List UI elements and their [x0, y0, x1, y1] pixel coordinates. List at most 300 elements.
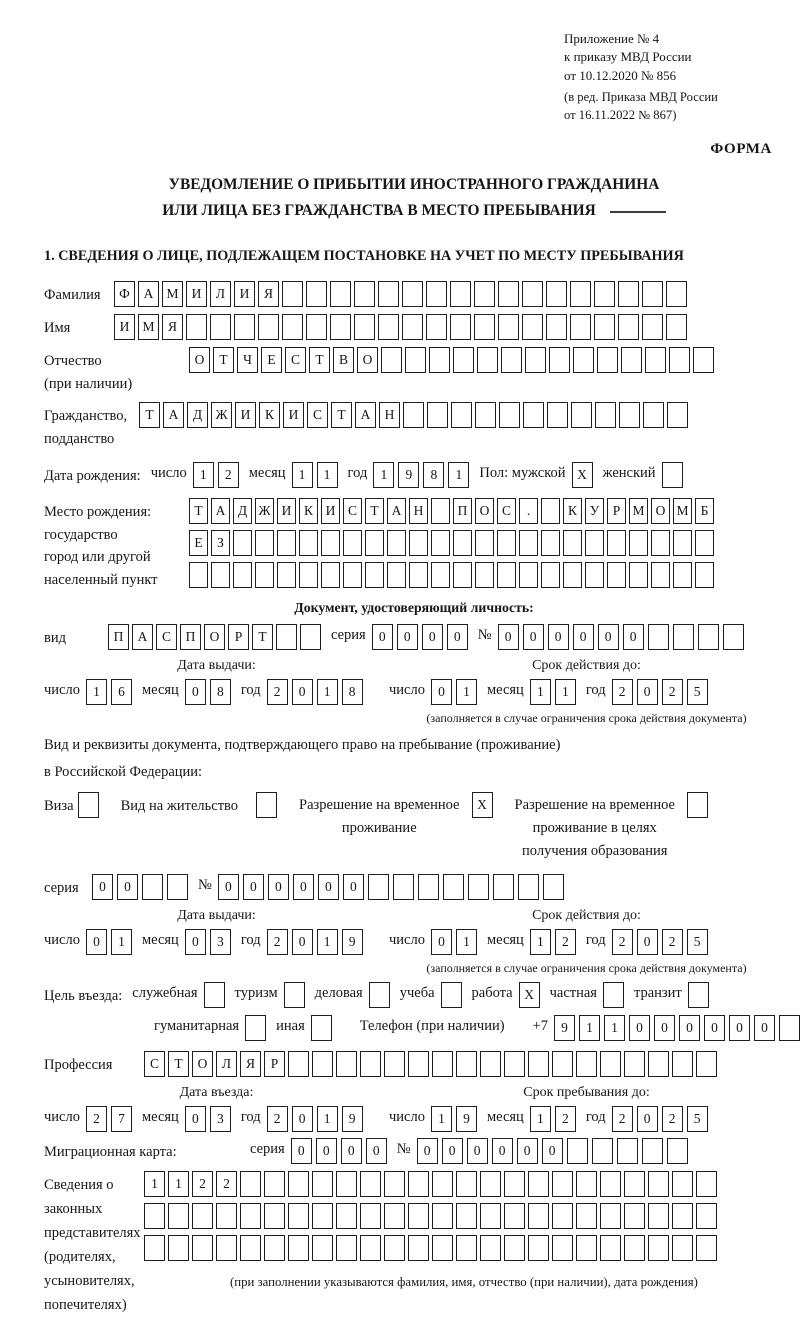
char-cell[interactable] [360, 1051, 381, 1077]
char-cell[interactable] [624, 1203, 645, 1229]
char-cell[interactable]: 2 [612, 929, 633, 955]
char-cell[interactable] [618, 281, 639, 307]
char-cell[interactable]: У [585, 498, 604, 524]
char-cell[interactable] [277, 562, 296, 588]
char-cell[interactable]: К [563, 498, 582, 524]
char-cell[interactable] [607, 530, 626, 556]
char-cell[interactable] [360, 1203, 381, 1229]
char-cell[interactable]: 0 [729, 1015, 750, 1041]
char-cell[interactable]: 0 [431, 929, 452, 955]
char-cell[interactable]: Ч [237, 347, 258, 373]
char-cell[interactable]: 1 [579, 1015, 600, 1041]
char-cell[interactable]: 0 [417, 1138, 438, 1164]
char-cell[interactable]: 0 [185, 929, 206, 955]
char-cell[interactable]: 6 [111, 679, 132, 705]
char-cell[interactable] [480, 1051, 501, 1077]
char-cell[interactable]: О [357, 347, 378, 373]
char-cell[interactable]: 1 [111, 929, 132, 955]
char-cell[interactable] [480, 1203, 501, 1229]
char-cell[interactable] [336, 1203, 357, 1229]
char-cell[interactable] [321, 562, 340, 588]
char-cell[interactable] [312, 1235, 333, 1261]
char-cell[interactable] [330, 281, 351, 307]
char-cell[interactable] [453, 530, 472, 556]
char-cell[interactable]: А [355, 402, 376, 428]
char-cell[interactable] [443, 874, 464, 900]
char-cell[interactable]: И [234, 281, 255, 307]
char-cell[interactable] [648, 1171, 669, 1197]
char-cell[interactable]: 0 [343, 874, 364, 900]
char-cell[interactable] [629, 562, 648, 588]
char-cell[interactable] [211, 562, 230, 588]
char-cell[interactable] [450, 281, 471, 307]
char-cell[interactable] [563, 562, 582, 588]
char-cell[interactable] [284, 982, 305, 1008]
char-cell[interactable]: 0 [92, 874, 113, 900]
char-cell[interactable]: 2 [216, 1171, 237, 1197]
char-cell[interactable]: 0 [523, 624, 544, 650]
char-cell[interactable] [192, 1203, 213, 1229]
char-cell[interactable]: 0 [623, 624, 644, 650]
char-cell[interactable] [475, 562, 494, 588]
char-cell[interactable] [667, 402, 688, 428]
char-cell[interactable] [519, 530, 538, 556]
char-cell[interactable] [408, 1051, 429, 1077]
char-cell[interactable]: О [651, 498, 670, 524]
char-cell[interactable]: 0 [467, 1138, 488, 1164]
char-cell[interactable] [592, 1138, 613, 1164]
char-cell[interactable] [723, 624, 744, 650]
char-cell[interactable]: П [108, 624, 129, 650]
char-cell[interactable] [233, 562, 252, 588]
char-cell[interactable]: В [333, 347, 354, 373]
char-cell[interactable]: А [387, 498, 406, 524]
char-cell[interactable]: И [114, 314, 135, 340]
char-cell[interactable]: 0 [372, 624, 393, 650]
char-cell[interactable] [474, 314, 495, 340]
char-cell[interactable] [493, 874, 514, 900]
char-cell[interactable]: 0 [185, 679, 206, 705]
char-cell[interactable] [528, 1051, 549, 1077]
char-cell[interactable] [204, 982, 225, 1008]
char-cell[interactable]: А [132, 624, 153, 650]
char-cell[interactable] [343, 562, 362, 588]
char-cell[interactable] [336, 1171, 357, 1197]
char-cell[interactable] [672, 1051, 693, 1077]
char-cell[interactable]: X [472, 792, 493, 818]
char-cell[interactable] [418, 874, 439, 900]
char-cell[interactable]: Ф [114, 281, 135, 307]
char-cell[interactable]: 0 [654, 1015, 675, 1041]
char-cell[interactable] [408, 1203, 429, 1229]
char-cell[interactable] [384, 1203, 405, 1229]
char-cell[interactable] [528, 1171, 549, 1197]
char-cell[interactable]: 9 [342, 1106, 363, 1132]
char-cell[interactable] [642, 281, 663, 307]
char-cell[interactable]: Т [331, 402, 352, 428]
char-cell[interactable]: 1 [292, 462, 313, 488]
char-cell[interactable] [552, 1171, 573, 1197]
char-cell[interactable] [474, 281, 495, 307]
char-cell[interactable]: С [307, 402, 328, 428]
char-cell[interactable]: 1 [431, 1106, 452, 1132]
char-cell[interactable]: 1 [448, 462, 469, 488]
char-cell[interactable] [673, 624, 694, 650]
char-cell[interactable] [360, 1235, 381, 1261]
char-cell[interactable] [600, 1203, 621, 1229]
char-cell[interactable] [311, 1015, 332, 1041]
char-cell[interactable] [321, 530, 340, 556]
char-cell[interactable] [504, 1203, 525, 1229]
char-cell[interactable] [673, 562, 692, 588]
char-cell[interactable] [258, 314, 279, 340]
char-cell[interactable] [312, 1203, 333, 1229]
char-cell[interactable] [662, 462, 683, 488]
char-cell[interactable]: 0 [573, 624, 594, 650]
char-cell[interactable] [431, 562, 450, 588]
char-cell[interactable] [288, 1171, 309, 1197]
char-cell[interactable] [409, 530, 428, 556]
char-cell[interactable] [499, 402, 520, 428]
char-cell[interactable] [525, 347, 546, 373]
char-cell[interactable]: 0 [316, 1138, 337, 1164]
char-cell[interactable] [585, 530, 604, 556]
char-cell[interactable]: 2 [555, 929, 576, 955]
char-cell[interactable] [405, 347, 426, 373]
char-cell[interactable] [576, 1051, 597, 1077]
char-cell[interactable]: М [629, 498, 648, 524]
char-cell[interactable]: Ж [255, 498, 274, 524]
char-cell[interactable] [240, 1203, 261, 1229]
char-cell[interactable] [277, 530, 296, 556]
char-cell[interactable] [498, 314, 519, 340]
char-cell[interactable] [600, 1235, 621, 1261]
char-cell[interactable] [306, 281, 327, 307]
char-cell[interactable] [365, 530, 384, 556]
char-cell[interactable]: Т [252, 624, 273, 650]
char-cell[interactable] [688, 982, 709, 1008]
char-cell[interactable] [672, 1171, 693, 1197]
char-cell[interactable]: 9 [398, 462, 419, 488]
char-cell[interactable] [672, 1203, 693, 1229]
char-cell[interactable] [255, 562, 274, 588]
char-cell[interactable]: Л [210, 281, 231, 307]
char-cell[interactable]: С [156, 624, 177, 650]
char-cell[interactable]: М [138, 314, 159, 340]
char-cell[interactable] [600, 1171, 621, 1197]
char-cell[interactable]: 1 [317, 679, 338, 705]
char-cell[interactable] [618, 314, 639, 340]
char-cell[interactable] [573, 347, 594, 373]
char-cell[interactable]: С [285, 347, 306, 373]
char-cell[interactable] [256, 792, 277, 818]
char-cell[interactable] [427, 402, 448, 428]
char-cell[interactable]: 0 [754, 1015, 775, 1041]
char-cell[interactable] [523, 402, 544, 428]
char-cell[interactable] [570, 314, 591, 340]
char-cell[interactable]: 0 [117, 874, 138, 900]
char-cell[interactable] [167, 874, 188, 900]
char-cell[interactable] [567, 1138, 588, 1164]
char-cell[interactable]: 3 [210, 929, 231, 955]
char-cell[interactable] [451, 402, 472, 428]
char-cell[interactable]: 5 [687, 679, 708, 705]
char-cell[interactable] [245, 1015, 266, 1041]
char-cell[interactable] [144, 1235, 165, 1261]
char-cell[interactable] [522, 314, 543, 340]
char-cell[interactable] [426, 314, 447, 340]
char-cell[interactable] [264, 1171, 285, 1197]
char-cell[interactable] [432, 1051, 453, 1077]
char-cell[interactable] [667, 1138, 688, 1164]
char-cell[interactable] [312, 1051, 333, 1077]
char-cell[interactable] [519, 562, 538, 588]
char-cell[interactable]: А [163, 402, 184, 428]
char-cell[interactable]: К [259, 402, 280, 428]
char-cell[interactable] [456, 1203, 477, 1229]
char-cell[interactable] [642, 314, 663, 340]
char-cell[interactable]: 0 [292, 1106, 313, 1132]
char-cell[interactable] [432, 1171, 453, 1197]
char-cell[interactable] [312, 1171, 333, 1197]
char-cell[interactable] [624, 1235, 645, 1261]
char-cell[interactable] [645, 347, 666, 373]
char-cell[interactable]: О [192, 1051, 213, 1077]
char-cell[interactable] [504, 1171, 525, 1197]
char-cell[interactable]: 0 [431, 679, 452, 705]
char-cell[interactable]: 0 [447, 624, 468, 650]
char-cell[interactable]: Я [258, 281, 279, 307]
char-cell[interactable]: З [211, 530, 230, 556]
char-cell[interactable]: И [186, 281, 207, 307]
char-cell[interactable]: 2 [218, 462, 239, 488]
char-cell[interactable]: И [321, 498, 340, 524]
char-cell[interactable]: 0 [704, 1015, 725, 1041]
char-cell[interactable]: 1 [373, 462, 394, 488]
char-cell[interactable] [432, 1235, 453, 1261]
char-cell[interactable]: Р [264, 1051, 285, 1077]
char-cell[interactable]: 0 [492, 1138, 513, 1164]
char-cell[interactable] [552, 1203, 573, 1229]
char-cell[interactable] [547, 402, 568, 428]
char-cell[interactable] [282, 281, 303, 307]
char-cell[interactable] [365, 562, 384, 588]
char-cell[interactable]: Т [365, 498, 384, 524]
char-cell[interactable] [576, 1203, 597, 1229]
char-cell[interactable]: М [673, 498, 692, 524]
char-cell[interactable] [541, 498, 560, 524]
char-cell[interactable] [549, 347, 570, 373]
char-cell[interactable]: Р [607, 498, 626, 524]
char-cell[interactable]: И [235, 402, 256, 428]
char-cell[interactable] [168, 1235, 189, 1261]
char-cell[interactable]: 0 [292, 929, 313, 955]
char-cell[interactable] [621, 347, 642, 373]
char-cell[interactable]: 2 [555, 1106, 576, 1132]
char-cell[interactable] [648, 624, 669, 650]
char-cell[interactable]: Т [168, 1051, 189, 1077]
char-cell[interactable] [552, 1051, 573, 1077]
char-cell[interactable] [354, 314, 375, 340]
char-cell[interactable]: 7 [111, 1106, 132, 1132]
char-cell[interactable]: А [211, 498, 230, 524]
char-cell[interactable]: П [180, 624, 201, 650]
char-cell[interactable]: И [277, 498, 296, 524]
char-cell[interactable]: Н [379, 402, 400, 428]
char-cell[interactable] [619, 402, 640, 428]
char-cell[interactable] [603, 982, 624, 1008]
char-cell[interactable] [597, 347, 618, 373]
char-cell[interactable] [673, 530, 692, 556]
char-cell[interactable]: 1 [317, 462, 338, 488]
char-cell[interactable] [666, 314, 687, 340]
char-cell[interactable] [642, 1138, 663, 1164]
char-cell[interactable] [360, 1171, 381, 1197]
char-cell[interactable] [629, 530, 648, 556]
char-cell[interactable] [378, 314, 399, 340]
char-cell[interactable] [429, 347, 450, 373]
char-cell[interactable] [330, 314, 351, 340]
char-cell[interactable] [368, 874, 389, 900]
char-cell[interactable]: 8 [423, 462, 444, 488]
char-cell[interactable]: 3 [210, 1106, 231, 1132]
char-cell[interactable] [585, 562, 604, 588]
char-cell[interactable]: 1 [144, 1171, 165, 1197]
char-cell[interactable] [78, 792, 99, 818]
char-cell[interactable] [497, 530, 516, 556]
char-cell[interactable]: О [204, 624, 225, 650]
char-cell[interactable] [456, 1235, 477, 1261]
char-cell[interactable]: 0 [318, 874, 339, 900]
char-cell[interactable]: 0 [542, 1138, 563, 1164]
char-cell[interactable] [696, 1203, 717, 1229]
char-cell[interactable]: Е [261, 347, 282, 373]
char-cell[interactable] [594, 281, 615, 307]
char-cell[interactable] [300, 624, 321, 650]
char-cell[interactable] [480, 1171, 501, 1197]
char-cell[interactable] [402, 314, 423, 340]
char-cell[interactable]: И [283, 402, 304, 428]
char-cell[interactable]: 2 [662, 929, 683, 955]
char-cell[interactable]: 1 [530, 929, 551, 955]
char-cell[interactable] [576, 1171, 597, 1197]
char-cell[interactable]: Н [409, 498, 428, 524]
char-cell[interactable]: Я [240, 1051, 261, 1077]
char-cell[interactable] [402, 281, 423, 307]
char-cell[interactable] [648, 1235, 669, 1261]
char-cell[interactable]: 0 [442, 1138, 463, 1164]
char-cell[interactable] [624, 1171, 645, 1197]
char-cell[interactable] [600, 1051, 621, 1077]
char-cell[interactable]: С [144, 1051, 165, 1077]
char-cell[interactable] [299, 562, 318, 588]
char-cell[interactable]: Ж [211, 402, 232, 428]
char-cell[interactable] [477, 347, 498, 373]
char-cell[interactable] [687, 792, 708, 818]
char-cell[interactable] [288, 1235, 309, 1261]
char-cell[interactable]: 0 [218, 874, 239, 900]
char-cell[interactable]: П [453, 498, 472, 524]
char-cell[interactable] [475, 530, 494, 556]
char-cell[interactable] [210, 314, 231, 340]
char-cell[interactable]: X [572, 462, 593, 488]
char-cell[interactable] [456, 1051, 477, 1077]
char-cell[interactable]: 1 [168, 1171, 189, 1197]
char-cell[interactable] [255, 530, 274, 556]
char-cell[interactable] [696, 1171, 717, 1197]
char-cell[interactable] [240, 1235, 261, 1261]
char-cell[interactable]: . [519, 498, 538, 524]
char-cell[interactable] [543, 874, 564, 900]
char-cell[interactable] [570, 281, 591, 307]
char-cell[interactable] [546, 281, 567, 307]
char-cell[interactable] [695, 530, 714, 556]
char-cell[interactable]: 8 [342, 679, 363, 705]
char-cell[interactable] [563, 530, 582, 556]
char-cell[interactable] [354, 281, 375, 307]
char-cell[interactable] [336, 1235, 357, 1261]
char-cell[interactable]: 9 [342, 929, 363, 955]
char-cell[interactable]: 0 [679, 1015, 700, 1041]
char-cell[interactable] [192, 1235, 213, 1261]
char-cell[interactable]: 0 [517, 1138, 538, 1164]
char-cell[interactable]: 1 [530, 1106, 551, 1132]
char-cell[interactable] [576, 1235, 597, 1261]
char-cell[interactable]: 0 [293, 874, 314, 900]
char-cell[interactable]: 0 [598, 624, 619, 650]
char-cell[interactable]: 1 [530, 679, 551, 705]
char-cell[interactable] [541, 530, 560, 556]
char-cell[interactable] [651, 562, 670, 588]
char-cell[interactable] [528, 1235, 549, 1261]
char-cell[interactable]: 9 [456, 1106, 477, 1132]
char-cell[interactable] [384, 1235, 405, 1261]
char-cell[interactable] [504, 1235, 525, 1261]
char-cell[interactable]: 2 [612, 679, 633, 705]
char-cell[interactable]: 0 [637, 929, 658, 955]
char-cell[interactable] [594, 314, 615, 340]
char-cell[interactable] [343, 530, 362, 556]
char-cell[interactable] [264, 1203, 285, 1229]
char-cell[interactable]: А [138, 281, 159, 307]
char-cell[interactable]: 1 [86, 679, 107, 705]
char-cell[interactable] [696, 1235, 717, 1261]
char-cell[interactable] [378, 281, 399, 307]
char-cell[interactable]: 1 [317, 929, 338, 955]
char-cell[interactable] [288, 1203, 309, 1229]
char-cell[interactable] [276, 624, 297, 650]
char-cell[interactable]: Р [228, 624, 249, 650]
char-cell[interactable] [240, 1171, 261, 1197]
char-cell[interactable] [441, 982, 462, 1008]
char-cell[interactable]: Л [216, 1051, 237, 1077]
char-cell[interactable]: Е [189, 530, 208, 556]
char-cell[interactable]: 2 [662, 679, 683, 705]
char-cell[interactable] [501, 347, 522, 373]
char-cell[interactable]: 2 [612, 1106, 633, 1132]
char-cell[interactable]: 0 [422, 624, 443, 650]
char-cell[interactable] [695, 562, 714, 588]
char-cell[interactable]: 2 [662, 1106, 683, 1132]
char-cell[interactable]: 5 [687, 1106, 708, 1132]
char-cell[interactable] [651, 530, 670, 556]
char-cell[interactable]: 1 [555, 679, 576, 705]
char-cell[interactable]: Д [187, 402, 208, 428]
char-cell[interactable] [468, 874, 489, 900]
char-cell[interactable]: 9 [554, 1015, 575, 1041]
char-cell[interactable] [779, 1015, 800, 1041]
char-cell[interactable]: 2 [267, 1106, 288, 1132]
